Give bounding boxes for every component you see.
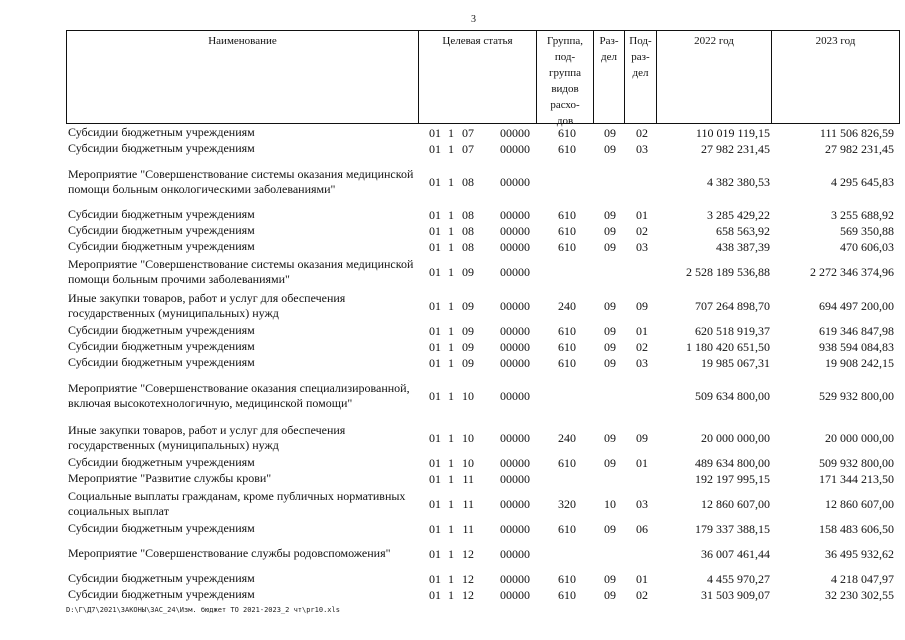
cell-v23: 569 350,88 <box>840 223 894 238</box>
cell-v22: 509 634 800,00 <box>695 388 770 403</box>
cell-pr: 09 <box>636 430 648 445</box>
cell-e: 12 <box>462 546 474 561</box>
cell-s: 1 <box>448 496 454 511</box>
cell-pr: 02 <box>636 587 648 602</box>
table-row <box>66 487 900 521</box>
cell-c: 00000 <box>500 430 530 445</box>
cell-c: 00000 <box>500 471 530 486</box>
cell-g <box>546 537 576 571</box>
cell-g <box>546 255 576 289</box>
cell-s: 1 <box>448 264 454 279</box>
cell-c: 00000 <box>500 141 530 156</box>
header-group <box>537 31 594 127</box>
cell-g: 240 <box>558 430 576 445</box>
cell-s: 1 <box>448 223 454 238</box>
cell-s: 1 <box>448 207 454 222</box>
cell-pr <box>630 255 648 289</box>
header-section <box>594 31 625 123</box>
cell-s: 1 <box>448 174 454 189</box>
cell-name: Субсидии бюджетным учреждениям <box>68 587 255 602</box>
cell-v23: 470 606,03 <box>840 239 894 254</box>
cell-c: 00000 <box>500 125 530 140</box>
cell-c: 00000 <box>500 355 530 370</box>
cell-v23: 4 218 047,97 <box>831 571 894 586</box>
table-header <box>66 30 900 127</box>
cell-p: 01 <box>429 571 441 586</box>
cell-p: 01 <box>429 264 441 279</box>
cell-r: 09 <box>604 455 616 470</box>
cell-name: Субсидии бюджетным учреждениям <box>68 223 255 238</box>
header-target: Целевая статья <box>419 31 537 123</box>
table-row <box>66 571 900 587</box>
cell-r: 09 <box>604 323 616 338</box>
table-row <box>66 355 900 371</box>
cell-p: 01 <box>429 430 441 445</box>
cell-r: 10 <box>604 496 616 511</box>
cell-c: 00000 <box>500 323 530 338</box>
cell-r: 09 <box>604 587 616 602</box>
cell-pr: 09 <box>636 298 648 313</box>
header-2022: 2022 год <box>657 31 772 123</box>
header-2023: 2023 год <box>815 35 856 47</box>
cell-r: 09 <box>604 571 616 586</box>
cell-g: 610 <box>558 571 576 586</box>
cell-c: 00000 <box>500 339 530 354</box>
header-subsection-text: Под- раз- дел <box>629 35 652 79</box>
cell-p: 01 <box>429 471 441 486</box>
cell-p: 01 <box>429 388 441 403</box>
cell-name: Субсидии бюджетным учреждениям <box>68 455 255 470</box>
table-row <box>66 223 900 239</box>
cell-v23: 509 932 800,00 <box>819 455 894 470</box>
cell-pr: 01 <box>636 323 648 338</box>
cell-p: 01 <box>429 455 441 470</box>
cell-p: 01 <box>429 174 441 189</box>
cell-p: 01 <box>429 496 441 511</box>
cell-c: 00000 <box>500 264 530 279</box>
cell-s: 1 <box>448 546 454 561</box>
cell-name: Субсидии бюджетным учреждениям <box>68 239 255 254</box>
table-row <box>66 323 900 339</box>
cell-v22: 489 634 800,00 <box>695 455 770 470</box>
cell-e: 09 <box>462 339 474 354</box>
cell-name: Субсидии бюджетным учреждениям <box>68 207 255 222</box>
cell-c: 00000 <box>500 546 530 561</box>
cell-r <box>600 471 616 487</box>
cell-g <box>546 471 576 487</box>
cell-e: 12 <box>462 587 474 602</box>
cell-p: 01 <box>429 587 441 602</box>
cell-r: 09 <box>604 298 616 313</box>
cell-v22: 36 007 461,44 <box>701 546 770 561</box>
table-row <box>66 255 900 289</box>
cell-c: 00000 <box>500 239 530 254</box>
cell-v23: 27 982 231,45 <box>825 141 894 156</box>
cell-v23: 938 594 084,83 <box>819 339 894 354</box>
cell-e: 12 <box>462 571 474 586</box>
cell-e: 07 <box>462 125 474 140</box>
cell-g: 610 <box>558 339 576 354</box>
cell-r: 09 <box>604 141 616 156</box>
cell-g: 610 <box>558 223 576 238</box>
table-row <box>66 537 900 571</box>
cell-name: Субсидии бюджетным учреждениям <box>68 571 255 586</box>
cell-v22: 179 337 388,15 <box>695 521 770 536</box>
cell-v22: 31 503 909,07 <box>701 587 770 602</box>
table-row <box>66 141 900 157</box>
cell-v22: 20 000 000,00 <box>701 430 770 445</box>
cell-c: 00000 <box>500 388 530 403</box>
cell-v22: 4 382 380,53 <box>707 174 770 189</box>
cell-e: 10 <box>462 430 474 445</box>
cell-v22: 27 982 231,45 <box>701 141 770 156</box>
table-row <box>66 207 900 223</box>
cell-g: 240 <box>558 298 576 313</box>
cell-g: 610 <box>558 323 576 338</box>
cell-c: 00000 <box>500 298 530 313</box>
cell-name: Иные закупки товаров, работ и услуг для обеспечения государственных (муниципальных) нужд <box>68 290 346 320</box>
cell-g: 610 <box>558 521 576 536</box>
cell-e: 09 <box>462 355 474 370</box>
cell-p: 01 <box>429 521 441 536</box>
cell-s: 1 <box>448 141 454 156</box>
cell-e: 09 <box>462 264 474 279</box>
cell-e: 09 <box>462 323 474 338</box>
cell-name: Мероприятие "Совершенствование системы оказания медицинской помощи больным онкологическими заболеваниями" <box>68 166 414 196</box>
cell-r: 09 <box>604 223 616 238</box>
cell-pr: 01 <box>636 455 648 470</box>
cell-p: 01 <box>429 141 441 156</box>
table-row <box>66 371 900 421</box>
cell-r: 09 <box>604 239 616 254</box>
cell-p: 01 <box>429 223 441 238</box>
cell-e: 10 <box>462 455 474 470</box>
table-row <box>66 471 900 487</box>
cell-v23: 4 295 645,83 <box>831 174 894 189</box>
cell-v23: 2 272 346 374,96 <box>810 264 894 279</box>
cell-v22: 438 387,39 <box>716 239 770 254</box>
cell-e: 11 <box>462 471 474 486</box>
cell-c: 00000 <box>500 174 530 189</box>
cell-pr: 01 <box>636 207 648 222</box>
cell-c: 00000 <box>500 455 530 470</box>
cell-pr: 02 <box>636 223 648 238</box>
cell-c: 00000 <box>500 521 530 536</box>
cell-e: 07 <box>462 141 474 156</box>
cell-v22: 707 264 898,70 <box>695 298 770 313</box>
cell-pr: 03 <box>636 355 648 370</box>
cell-s: 1 <box>448 298 454 313</box>
cell-g <box>546 371 576 421</box>
cell-g: 610 <box>558 587 576 602</box>
cell-e: 09 <box>462 298 474 313</box>
cell-p: 01 <box>429 207 441 222</box>
cell-g: 610 <box>558 455 576 470</box>
cell-g: 610 <box>558 125 576 140</box>
file-path-footer: D:\Г\Д7\2021\ЗАКОНЫ\ЗАС_24\Изм. бюджет ТО 2021-2023_2 чт\pr10.xls <box>66 606 340 614</box>
table-row <box>66 289 900 323</box>
cell-e: 11 <box>462 521 474 536</box>
cell-g: 610 <box>558 355 576 370</box>
cell-s: 1 <box>448 323 454 338</box>
cell-e: 08 <box>462 207 474 222</box>
cell-name: Субсидии бюджетным учреждениям <box>68 355 255 370</box>
cell-e: 11 <box>462 496 474 511</box>
cell-r <box>600 255 616 289</box>
cell-r: 09 <box>604 339 616 354</box>
cell-v22: 4 455 970,27 <box>707 571 770 586</box>
cell-v22: 2 528 189 536,88 <box>686 264 770 279</box>
cell-name: Субсидии бюджетным учреждениям <box>68 521 255 536</box>
cell-c: 00000 <box>500 571 530 586</box>
cell-pr: 03 <box>636 239 648 254</box>
cell-pr: 03 <box>636 141 648 156</box>
cell-v23: 12 860 607,00 <box>825 496 894 511</box>
cell-p: 01 <box>429 339 441 354</box>
cell-name: Субсидии бюджетным учреждениям <box>68 323 255 338</box>
cell-s: 1 <box>448 587 454 602</box>
cell-g: 610 <box>558 141 576 156</box>
cell-pr <box>630 537 648 571</box>
cell-s: 1 <box>448 521 454 536</box>
cell-v22: 1 180 420 651,50 <box>686 339 770 354</box>
cell-s: 1 <box>448 471 454 486</box>
cell-v22: 12 860 607,00 <box>701 496 770 511</box>
cell-p: 01 <box>429 546 441 561</box>
cell-name: Субсидии бюджетным учреждениям <box>68 125 255 140</box>
cell-v23: 32 230 302,55 <box>825 587 894 602</box>
cell-p: 01 <box>429 355 441 370</box>
cell-p: 01 <box>429 323 441 338</box>
cell-e: 08 <box>462 239 474 254</box>
cell-p: 01 <box>429 239 441 254</box>
cell-s: 1 <box>448 339 454 354</box>
cell-v23: 694 497 200,00 <box>819 298 894 313</box>
cell-g: 610 <box>558 239 576 254</box>
cell-r <box>600 371 616 421</box>
cell-v23: 158 483 606,50 <box>819 521 894 536</box>
cell-name: Иные закупки товаров, работ и услуг для обеспечения государственных (муниципальных) нужд <box>68 422 346 452</box>
header-name: Наименование <box>67 31 419 123</box>
cell-s: 1 <box>448 430 454 445</box>
cell-s: 1 <box>448 388 454 403</box>
cell-pr <box>630 157 648 207</box>
cell-pr: 06 <box>636 521 648 536</box>
cell-s: 1 <box>448 571 454 586</box>
cell-v23: 36 495 932,62 <box>825 546 894 561</box>
cell-v22: 192 197 995,15 <box>695 471 770 486</box>
cell-v23: 619 346 847,98 <box>819 323 894 338</box>
page-number: 3 <box>471 14 476 25</box>
cell-name: Мероприятие "Совершенствование оказания специализированной, включая высокотехнологичную, медицинской помощи" <box>68 380 410 410</box>
cell-v22: 3 285 429,22 <box>707 207 770 222</box>
cell-s: 1 <box>448 455 454 470</box>
cell-v23: 529 932 800,00 <box>819 388 894 403</box>
cell-name: Мероприятие "Совершенствование системы оказания медицинской помощи больным прочими заболеваниями" <box>68 256 414 286</box>
cell-p: 01 <box>429 298 441 313</box>
cell-pr: 02 <box>636 339 648 354</box>
table-row <box>66 239 900 255</box>
table-row <box>66 339 900 355</box>
table-row <box>66 455 900 471</box>
cell-r: 09 <box>604 207 616 222</box>
cell-pr: 02 <box>636 125 648 140</box>
cell-name: Субсидии бюджетным учреждениям <box>68 339 255 354</box>
cell-r <box>600 537 616 571</box>
cell-s: 1 <box>448 239 454 254</box>
cell-r <box>600 157 616 207</box>
cell-pr: 01 <box>636 571 648 586</box>
cell-v22: 19 985 067,31 <box>701 355 770 370</box>
cell-v23: 111 506 826,59 <box>819 125 894 140</box>
cell-c: 00000 <box>500 207 530 222</box>
cell-v22: 658 563,92 <box>716 223 770 238</box>
cell-g <box>546 157 576 207</box>
table-row <box>66 521 900 537</box>
table-row <box>66 421 900 455</box>
cell-v23: 19 908 242,15 <box>825 355 894 370</box>
table-row <box>66 157 900 207</box>
cell-s: 1 <box>448 355 454 370</box>
cell-e: 08 <box>462 223 474 238</box>
cell-e: 08 <box>462 174 474 189</box>
table-row <box>66 587 900 603</box>
cell-c: 00000 <box>500 223 530 238</box>
cell-v23: 171 344 213,50 <box>819 471 894 486</box>
cell-name: Мероприятие "Совершенствование службы родовспоможения" <box>68 546 391 561</box>
header-subsection <box>625 31 657 123</box>
cell-s: 1 <box>448 125 454 140</box>
cell-g: 610 <box>558 207 576 222</box>
cell-name: Социальные выплаты гражданам, кроме публичных нормативных социальных выплат <box>68 488 406 518</box>
table-row <box>66 125 900 141</box>
cell-pr <box>630 471 648 487</box>
cell-c: 00000 <box>500 496 530 511</box>
cell-r: 09 <box>604 355 616 370</box>
header-section-text: Раз- дел <box>599 35 619 63</box>
cell-r: 09 <box>604 125 616 140</box>
cell-p: 01 <box>429 125 441 140</box>
cell-e: 10 <box>462 388 474 403</box>
cell-v23: 20 000 000,00 <box>825 430 894 445</box>
cell-g: 320 <box>558 496 576 511</box>
cell-r: 09 <box>604 430 616 445</box>
header-group-text: Группа, под- группа видов расхо- дов <box>547 35 583 127</box>
cell-c: 00000 <box>500 587 530 602</box>
cell-pr: 03 <box>636 496 648 511</box>
cell-name: Субсидии бюджетным учреждениям <box>68 141 255 156</box>
cell-v22: 110 019 119,15 <box>695 125 770 140</box>
cell-r: 09 <box>604 521 616 536</box>
cell-v23: 3 255 688,92 <box>831 207 894 222</box>
cell-name: Мероприятие "Развитие службы крови" <box>68 471 272 486</box>
cell-pr <box>630 371 648 421</box>
cell-v22: 620 518 919,37 <box>695 323 770 338</box>
